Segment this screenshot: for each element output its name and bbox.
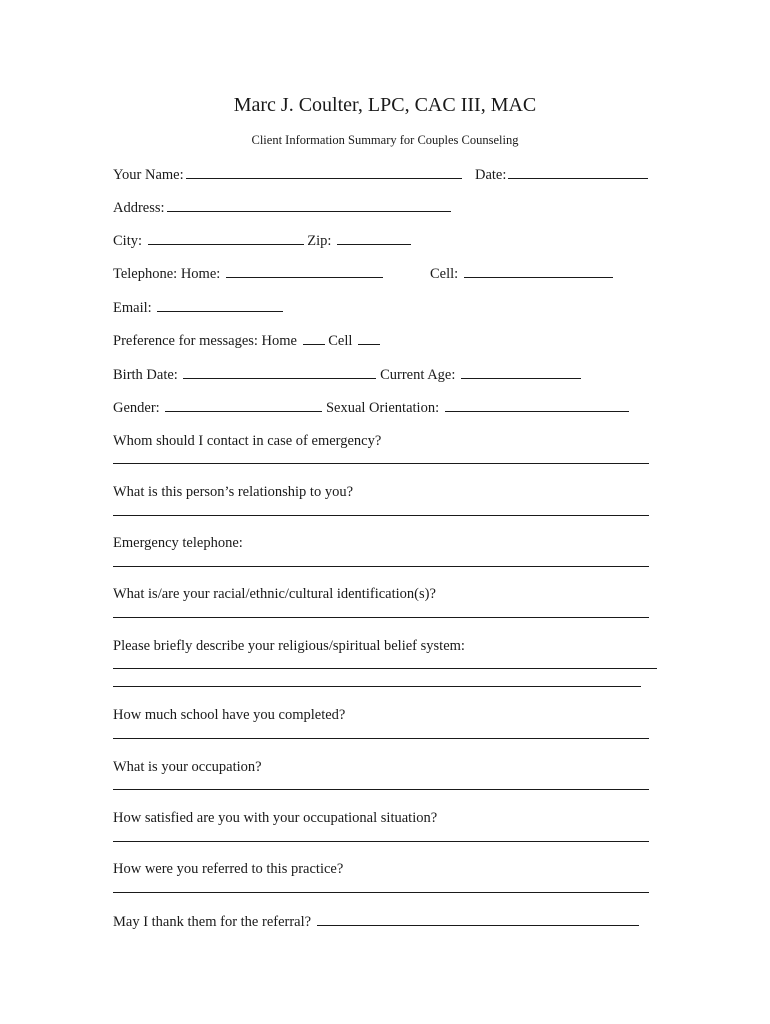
answer-line-satisfied[interactable] xyxy=(113,841,649,842)
answer-line-occupation[interactable] xyxy=(113,789,649,790)
thank-row xyxy=(113,912,639,931)
cell-row xyxy=(430,264,613,283)
birth-date-field[interactable] xyxy=(183,365,376,379)
birth-date-label: Birth Date: xyxy=(113,367,178,383)
answer-line-emergency-contact[interactable] xyxy=(113,463,649,464)
preference-cell-field[interactable] xyxy=(358,331,380,345)
gender-label: Gender: xyxy=(113,400,160,416)
question-occupation: What is your occupation? xyxy=(113,759,262,775)
question-referred: How were you referred to this practice? xyxy=(113,861,344,877)
question-school: How much school have you completed? xyxy=(113,707,346,723)
date-row xyxy=(475,165,648,184)
preference-home-field[interactable] xyxy=(303,331,325,345)
answer-line-religious-1[interactable] xyxy=(113,668,657,669)
answer-line-religious-2[interactable] xyxy=(113,686,641,687)
gender-field[interactable] xyxy=(165,398,322,412)
your-name-label: Your Name: xyxy=(113,167,184,183)
date-label: Date: xyxy=(475,167,507,183)
telephone-home-row xyxy=(113,264,383,283)
question-emergency-contact: Whom should I contact in case of emergency? xyxy=(113,433,382,449)
preference-cell-label: Cell xyxy=(328,333,353,349)
telephone-home-field[interactable] xyxy=(226,264,383,278)
cell-field[interactable] xyxy=(464,264,613,278)
preference-label: Preference for messages: Home xyxy=(113,333,297,349)
answer-line-emergency-telephone[interactable] xyxy=(113,566,649,567)
question-relationship: What is this person’s relationship to you? xyxy=(113,484,354,500)
current-age-label: Current Age: xyxy=(380,367,456,383)
zip-field[interactable] xyxy=(337,231,411,245)
gender-row xyxy=(113,398,629,417)
current-age-field[interactable] xyxy=(461,365,581,379)
answer-line-school[interactable] xyxy=(113,738,649,739)
question-emergency-telephone: Emergency telephone: xyxy=(113,535,243,551)
address-row xyxy=(113,198,451,217)
document-title: Marc J. Coulter, LPC, CAC III, MAC xyxy=(233,94,537,116)
telephone-home-label: Telephone: Home: xyxy=(113,266,221,282)
answer-line-referred[interactable] xyxy=(113,892,649,893)
zip-label: Zip: xyxy=(307,233,332,249)
answer-line-thank[interactable] xyxy=(317,912,639,926)
question-satisfied: How satisfied are you with your occupational situation? xyxy=(113,810,438,826)
your-name-field[interactable] xyxy=(186,165,462,179)
address-label: Address: xyxy=(113,200,165,216)
city-label: City: xyxy=(113,233,143,249)
your-name-row xyxy=(113,165,462,184)
document-subtitle: Client Information Summary for Couples Counseling xyxy=(251,133,519,147)
date-field[interactable] xyxy=(508,165,648,179)
address-field[interactable] xyxy=(167,198,451,212)
preference-row xyxy=(113,331,380,350)
email-label: Email: xyxy=(113,300,152,316)
question-thank: May I thank them for the referral? xyxy=(113,914,312,930)
birth-date-row xyxy=(113,365,581,384)
sexual-orientation-field[interactable] xyxy=(445,398,629,412)
email-field[interactable] xyxy=(157,298,283,312)
question-religious: Please briefly describe your religious/spiritual belief system: xyxy=(113,638,465,654)
answer-line-identification[interactable] xyxy=(113,617,649,618)
email-row xyxy=(113,298,283,317)
cell-label: Cell: xyxy=(430,266,459,282)
answer-line-relationship[interactable] xyxy=(113,515,649,516)
city-row xyxy=(113,231,411,250)
city-field[interactable] xyxy=(148,231,304,245)
sexual-orientation-label: Sexual Orientation: xyxy=(325,400,440,416)
question-identification: What is/are your racial/ethnic/cultural identification(s)? xyxy=(113,586,436,602)
